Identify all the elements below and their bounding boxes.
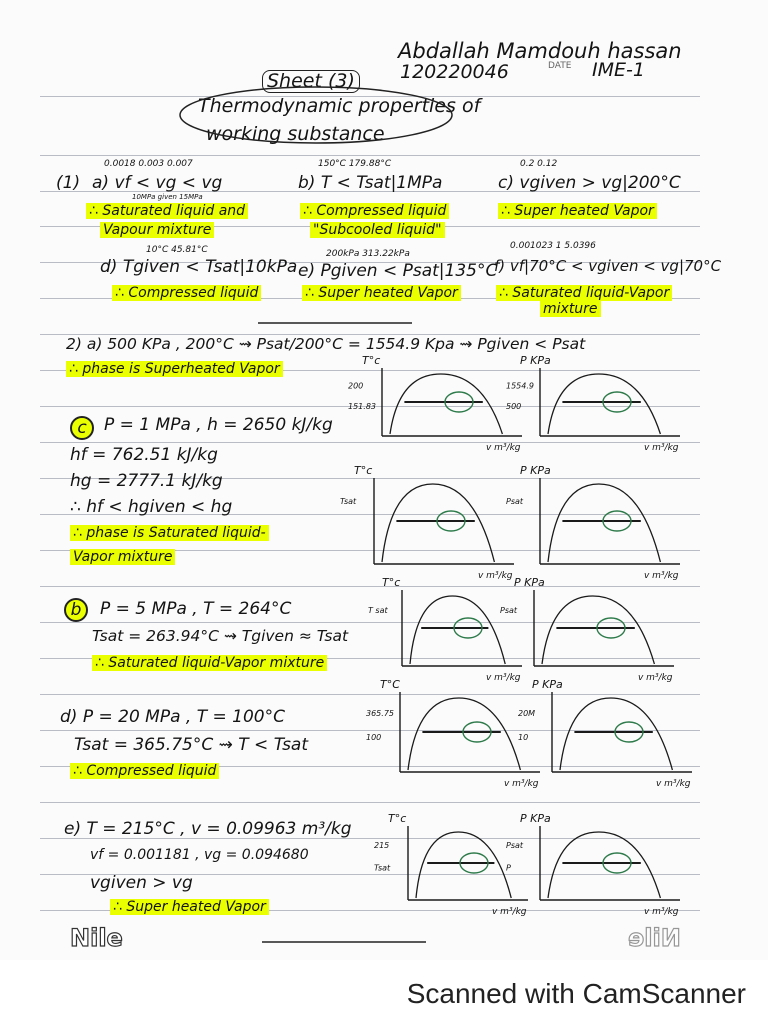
q2d-line2: Tsat = 365.75°C ⇝ T < Tsat <box>74 735 309 755</box>
c_T-saturation-dome <box>382 484 494 562</box>
student-id: 120220046 <box>400 61 509 83</box>
q2b-line2: Tsat = 263.94°C ⇝ Tgiven ≈ Tsat <box>92 627 349 645</box>
e_P-ylabel: P KPa <box>520 812 551 825</box>
a_P-tick-label: 500 <box>506 401 522 411</box>
q1c-expression: c) vgiven > vg|200°C <box>498 173 681 193</box>
d_P-tick-label: 20M <box>518 709 536 718</box>
d_T-saturation-dome <box>408 698 520 770</box>
q1b-answer-line2: "Subcooled liquid" <box>310 222 445 238</box>
q1e-scripts: 200kPa 313.22kPa <box>326 249 410 259</box>
q1a-expression: a) vf < vg < vg <box>92 173 223 193</box>
q1f-expression: f) vf|70°C < vgiven < vg|70°C <box>494 257 722 275</box>
c_P-saturation-dome <box>548 484 660 562</box>
q1e-expression: e) Pgiven < Psat|135°C <box>298 261 498 281</box>
date-label: DATE <box>548 61 572 71</box>
author-name: Abdallah Mamdouh hassan <box>398 39 682 63</box>
d_T-tick-label: 365.75 <box>366 709 394 718</box>
b_P-xlabel: v m³/kg <box>638 673 673 683</box>
q2c-line1: P = 1 MPa , h = 2650 kJ/kg <box>104 415 333 435</box>
q1a-subscripts: 10MPa given 15MPa <box>132 193 203 201</box>
q1c-answer: ∴ Super heated Vapor <box>498 203 657 219</box>
q2c-line3: hg = 2777.1 kJ/kg <box>70 471 223 491</box>
q2e-line2: vf = 0.001181 , vg = 0.094680 <box>90 847 309 863</box>
d_T-xlabel: v m³/kg <box>504 779 539 789</box>
c_T-tick-label: Tsat <box>340 496 357 506</box>
q1d-expression: d) Tgiven < Tsat|10kPa <box>100 257 298 277</box>
a_P-xlabel: v m³/kg <box>644 443 679 453</box>
q2e-line1: e) T = 215°C , v = 0.09963 m³/kg <box>64 819 352 839</box>
q1d-scripts: 10°C 45.81°C <box>146 245 208 255</box>
b_P-saturation-dome <box>542 596 654 664</box>
d_P-ylabel: P KPa <box>532 678 563 691</box>
q2d-answer: ∴ Compressed liquid <box>70 763 219 779</box>
c_P-tick-label: Psat <box>506 496 524 506</box>
q2c-answer-line2: Vapor mixture <box>70 549 175 565</box>
q1f-scripts: 0.001023 1 5.0396 <box>510 241 596 251</box>
q2b-circled-label: b <box>64 598 88 622</box>
course-code: IME-1 <box>592 59 645 81</box>
e_P-xlabel: v m³/kg <box>644 907 679 917</box>
q2a-answer: ∴ phase is Superheated Vapor <box>66 361 283 377</box>
e_T-xlabel: v m³/kg <box>492 907 527 917</box>
q1a-answer-line2: Vapour mixture <box>100 222 214 238</box>
nile-logo-mirrored: Nile <box>628 924 681 952</box>
q2a-line1: 2) a) 500 KPa , 200°C ⇝ Psat/200°C = 1554.9 Kpa ⇝ Pgiven < Psat <box>66 335 586 353</box>
q2b-line1: P = 5 MPa , T = 264°C <box>100 599 292 619</box>
e_P-tick-label: Psat <box>506 841 524 851</box>
q1c-scripts: 0.2 0.12 <box>520 159 558 169</box>
sheet-number: Sheet (3) <box>262 70 360 93</box>
a_T-ylabel: T°c <box>362 354 381 367</box>
b_T-ylabel: T°c <box>382 576 401 589</box>
a_T-tick-label: 200 <box>348 381 364 391</box>
q1b-answer-line1: ∴ Compressed liquid <box>300 203 449 219</box>
q2e-answer: ∴ Super heated Vapor <box>110 899 269 915</box>
b_P-ylabel: P KPa <box>514 576 545 589</box>
q2c-line2: hf = 762.51 kJ/kg <box>70 445 218 465</box>
q2e-line3: vgiven > vg <box>90 873 193 893</box>
e_T-tick-label: Tsat <box>374 863 391 873</box>
q1-number: (1) <box>56 173 81 193</box>
c_P-xlabel: v m³/kg <box>644 571 679 581</box>
q1a-answer-line1: ∴ Saturated liquid and <box>86 203 248 219</box>
a_P-ylabel: P KPa <box>520 354 551 367</box>
e_P-tick-label: P <box>506 863 511 873</box>
c_P-ylabel: P KPa <box>520 464 551 477</box>
q1b-expression: b) T < Tsat|1MPa <box>298 173 443 193</box>
b_T-tick-label: T sat <box>368 605 388 615</box>
b_T-saturation-dome <box>410 596 505 664</box>
q1f-answer-line1: ∴ Saturated liquid-Vapor <box>496 285 672 301</box>
d_T-tick-label: 100 <box>366 733 382 742</box>
e_T-saturation-dome <box>416 832 511 898</box>
q2b-answer: ∴ Saturated liquid-Vapor mixture <box>92 655 327 671</box>
scanner-footer <box>0 960 768 1024</box>
b_T-xlabel: v m³/kg <box>486 673 521 683</box>
nile-logo: Nile <box>70 924 123 952</box>
q1e-answer: ∴ Super heated Vapor <box>302 285 461 301</box>
a_T-tick-label: 151.83 <box>348 401 376 411</box>
e_T-ylabel: T°c <box>388 812 407 825</box>
d_P-tick-label: 10 <box>518 733 529 742</box>
q2c-answer-line1: ∴ phase is Saturated liquid- <box>70 525 269 541</box>
title-line2: working substance <box>206 123 385 145</box>
title-line1: Thermodynamic properties of <box>198 95 481 117</box>
e_P-saturation-dome <box>548 832 660 898</box>
d_P-xlabel: v m³/kg <box>656 779 691 789</box>
a_T-xlabel: v m³/kg <box>486 443 521 453</box>
a_P-saturation-dome <box>548 374 660 434</box>
q1b-scripts: 150°C 179.88°C <box>318 159 392 169</box>
a_P-tick-label: 1554.9 <box>506 381 534 391</box>
q2c-circled-label: c <box>70 416 94 440</box>
b_P-tick-label: Psat <box>500 605 518 615</box>
q1f-answer-line2: mixture <box>540 301 601 317</box>
a_T-saturation-dome <box>390 374 502 434</box>
q2c-line4: ∴ hf < hgiven < hg <box>70 497 233 517</box>
c_T-ylabel: T°c <box>354 464 373 477</box>
d_T-ylabel: T°C <box>380 678 400 691</box>
d_P-saturation-dome <box>560 698 672 770</box>
q1a-scripts: 0.0018 0.003 0.007 <box>104 159 193 169</box>
e_T-tick-label: 215 <box>374 841 390 851</box>
c_T-xlabel: v m³/kg <box>478 571 513 581</box>
q2d-line1: d) P = 20 MPa , T = 100°C <box>60 707 285 727</box>
scanner-watermark: Scanned with CamScanner <box>406 978 746 1009</box>
q1d-answer: ∴ Compressed liquid <box>112 285 261 301</box>
